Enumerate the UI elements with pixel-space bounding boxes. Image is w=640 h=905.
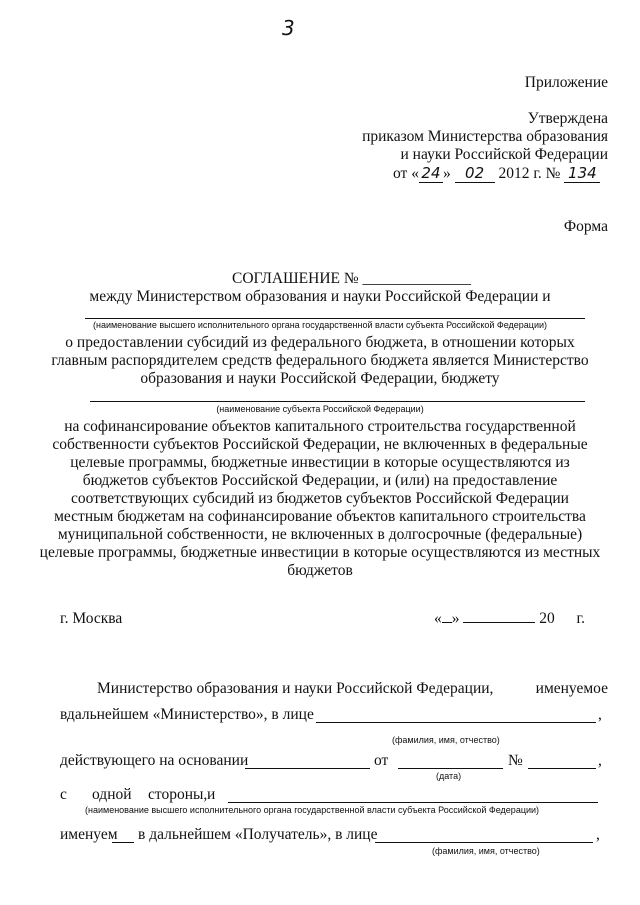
basis-date-line <box>398 768 503 769</box>
order-date-day: 24 <box>419 164 443 183</box>
order-date-mid: » <box>442 165 451 182</box>
purpose-line-5: соответствующих субсидий из бюджетов субъектов Российской Федерации <box>71 490 569 507</box>
ministry-representative-line <box>316 722 596 723</box>
subject-line-2: главным распорядителем средств федерального бюджета является Министерство <box>51 352 589 369</box>
date-caption: (дата) <box>436 771 462 781</box>
date-year-suffix: г. <box>576 610 585 627</box>
date-open-quote: « <box>434 610 442 627</box>
body-acting: действующего на основании <box>60 752 249 769</box>
purpose-line-2: собственности субъектов Российской Федерации, не включенных в федеральные <box>52 436 588 453</box>
date-close-quote: » <box>451 610 460 627</box>
page-number-handwritten: 3 <box>282 16 295 40</box>
body-one-side-and: и <box>207 786 216 803</box>
body-ministry: Министерство образования и науки Российской Федерации, <box>97 680 494 697</box>
comma-1: , <box>598 706 602 723</box>
body-further: вдальнейшем «Министерство», в лице <box>60 706 314 723</box>
order-date-year: 2012 г. № <box>498 165 561 182</box>
order-date-line <box>393 164 600 183</box>
purpose-line-7: муниципальной собственности, не включенных в долгосрочные (федеральные) <box>57 526 583 543</box>
body-receiver: в дальнейшем «Получатель», в лице <box>138 826 378 843</box>
date-century: 20 <box>539 610 555 627</box>
purpose-line-4: бюджетов субъектов Российской Федерации, и (или) на предоставление <box>82 472 558 489</box>
place-city: г. Москва <box>60 610 123 627</box>
agreement-title: СОГЛАШЕНИЕ № ______________ <box>232 270 472 287</box>
body-one-side-word: одной <box>92 786 132 803</box>
regional-body-caption-2: (наименование высшего исполнительного органа государственной власти субъекта Российской Федерации) <box>85 805 540 815</box>
purpose-line-6: местным бюджетам на софинансирование объектов капитального строительства <box>54 508 586 525</box>
comma-3: , <box>596 826 600 843</box>
order-line-1: приказом Министерства образования <box>362 128 608 145</box>
order-date-month: 02 <box>455 164 495 183</box>
agreement-date <box>434 610 585 628</box>
subject-line-1: о предоставлении субсидий из федерального бюджета, в отношении которых <box>65 334 575 351</box>
comma-2: , <box>598 752 602 769</box>
subject-name-caption: (наименование субъекта Российской Федерации) <box>216 404 424 414</box>
body-one-side-side: стороны, <box>148 786 208 803</box>
order-number: 134 <box>564 164 600 183</box>
purpose-line-9: бюджетов <box>287 562 353 579</box>
regional-body-line <box>85 318 585 319</box>
ending-blank <box>112 842 134 843</box>
date-day-blank <box>442 622 452 623</box>
fio-caption-2: (фамилия, имя, отчество) <box>432 846 540 856</box>
purpose-line-1: на софинансирование объектов капитального строительства государственной <box>64 418 576 435</box>
date-month-blank <box>463 622 535 623</box>
agreement-between: между Министерством образования и науки Российской Федерации и <box>89 288 551 305</box>
receiver-body-line <box>228 802 598 803</box>
purpose-line-8: целевые программы, бюджетные инвестиции в которые осуществляются из местных <box>39 544 601 561</box>
order-line-2: и науки Российской Федерации <box>400 146 608 163</box>
approved-label: Утверждена <box>527 110 608 127</box>
appendix-label: Приложение <box>524 74 608 91</box>
body-from: от <box>374 752 389 769</box>
regional-body-caption: (наименование высшего исполнительного органа государственной власти субъекта Российской Федерации) <box>92 320 548 330</box>
order-date-prefix: от « <box>393 165 419 182</box>
receiver-representative-line <box>375 842 593 843</box>
body-number-sign: № <box>508 752 523 769</box>
purpose-line-3: целевые программы, бюджетные инвестиции в которые осуществляются из <box>70 454 570 471</box>
body-named: именуемое <box>535 680 608 697</box>
basis-line <box>245 768 370 769</box>
basis-number-line <box>528 768 596 769</box>
body-one-side-s: с <box>60 786 67 803</box>
fio-caption-1: (фамилия, имя, отчество) <box>392 735 500 745</box>
body-named-receiver-prefix: именуем <box>60 826 118 843</box>
subject-name-line <box>90 401 585 402</box>
form-label: Форма <box>563 218 608 235</box>
subject-line-3: образования и науки Российской Федерации, бюджету <box>140 370 500 387</box>
